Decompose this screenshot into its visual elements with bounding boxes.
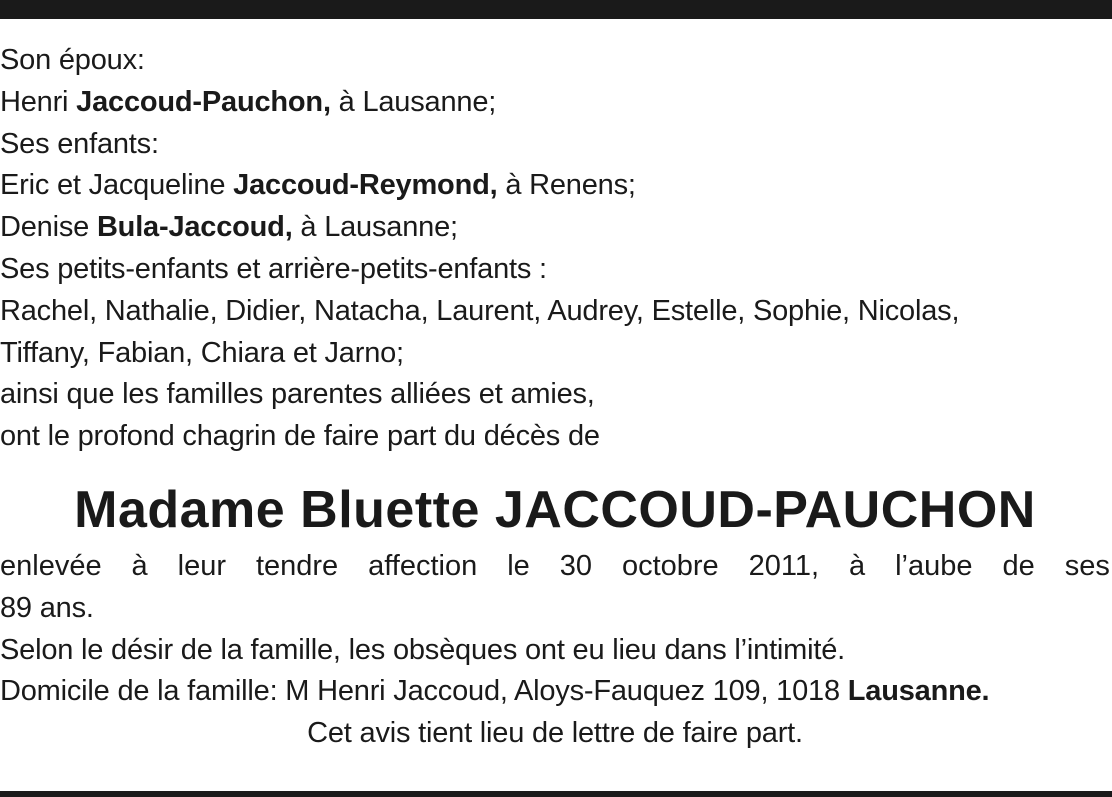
death-announcement-line <box>0 546 1110 588</box>
family-line <box>0 249 1110 291</box>
announcement-word: à <box>131 549 148 582</box>
family-list <box>0 40 1110 458</box>
family-line-text: Eric et Jacqueline <box>0 169 234 202</box>
age-line: 89 ans. <box>0 591 94 624</box>
announcement-word: de <box>1002 549 1035 582</box>
top-rule <box>0 0 1112 19</box>
family-address-line <box>0 671 1110 713</box>
closing-line: Cet avis tient lieu de lettre de faire part. <box>307 717 803 750</box>
family-line-text: ont le profond chagrin de faire part du décès de <box>0 420 600 453</box>
address-city: Lausanne. <box>847 675 990 708</box>
announcement-word: enlevée <box>0 549 102 582</box>
family-line <box>0 82 1110 124</box>
family-location: à Renens; <box>497 169 636 202</box>
family-line <box>0 291 1110 333</box>
announcement-word: à <box>849 549 866 582</box>
family-line <box>0 40 1110 82</box>
bottom-rule <box>0 791 1112 797</box>
family-surname: Jaccoud-Reymond, <box>233 169 498 202</box>
family-line <box>0 374 1110 416</box>
family-location: à Lausanne; <box>292 211 458 244</box>
address-text: Domicile de la famille: M Henri Jaccoud, Aloys-Fauquez 109, 1018 <box>0 675 848 708</box>
family-line-text: Denise <box>0 211 97 244</box>
family-line <box>0 165 1110 207</box>
family-line-text: ainsi que les familles parentes alliées et amies, <box>0 378 595 411</box>
family-surname: Jaccoud-Pauchon, <box>76 85 331 118</box>
family-line <box>0 416 1110 458</box>
family-line <box>0 333 1110 375</box>
family-line-text: Ses petits-enfants et arrière-petits-enfants : <box>0 252 547 285</box>
announcement-word: leur <box>177 549 226 582</box>
family-line-text: Son époux: <box>0 44 145 76</box>
family-line-text: Tiffany, Fabian, Chiara et Jarno; <box>0 336 404 369</box>
family-line-text: Henri <box>0 85 77 118</box>
funeral-line: Selon le désir de la famille, les obsèques ont eu lieu dans l’intimité. <box>0 633 846 666</box>
family-line <box>0 124 1110 166</box>
family-line-text: Rachel, Nathalie, Didier, Natacha, Laurent, Audrey, Estelle, Sophie, Nicolas, <box>0 294 960 327</box>
family-surname: Bula-Jaccoud, <box>96 211 293 244</box>
announcement-word: l’aube <box>895 549 973 582</box>
announcement-word: affection <box>368 549 478 582</box>
family-location: à Lausanne; <box>330 85 497 118</box>
announcement-word: 2011, <box>748 549 820 582</box>
announcement-word: ses <box>1064 549 1110 582</box>
announcement-word: le <box>507 549 530 582</box>
family-line <box>0 207 1110 249</box>
announcement-word: 30 <box>559 549 592 582</box>
deceased-name: Madame Bluette JACCOUD-PAUCHON <box>74 480 1036 539</box>
announcement-word: tendre <box>255 549 339 582</box>
obituary-notice <box>0 40 1110 755</box>
family-line-text: Ses enfants: <box>0 127 159 160</box>
announcement-word: octobre <box>621 549 719 582</box>
